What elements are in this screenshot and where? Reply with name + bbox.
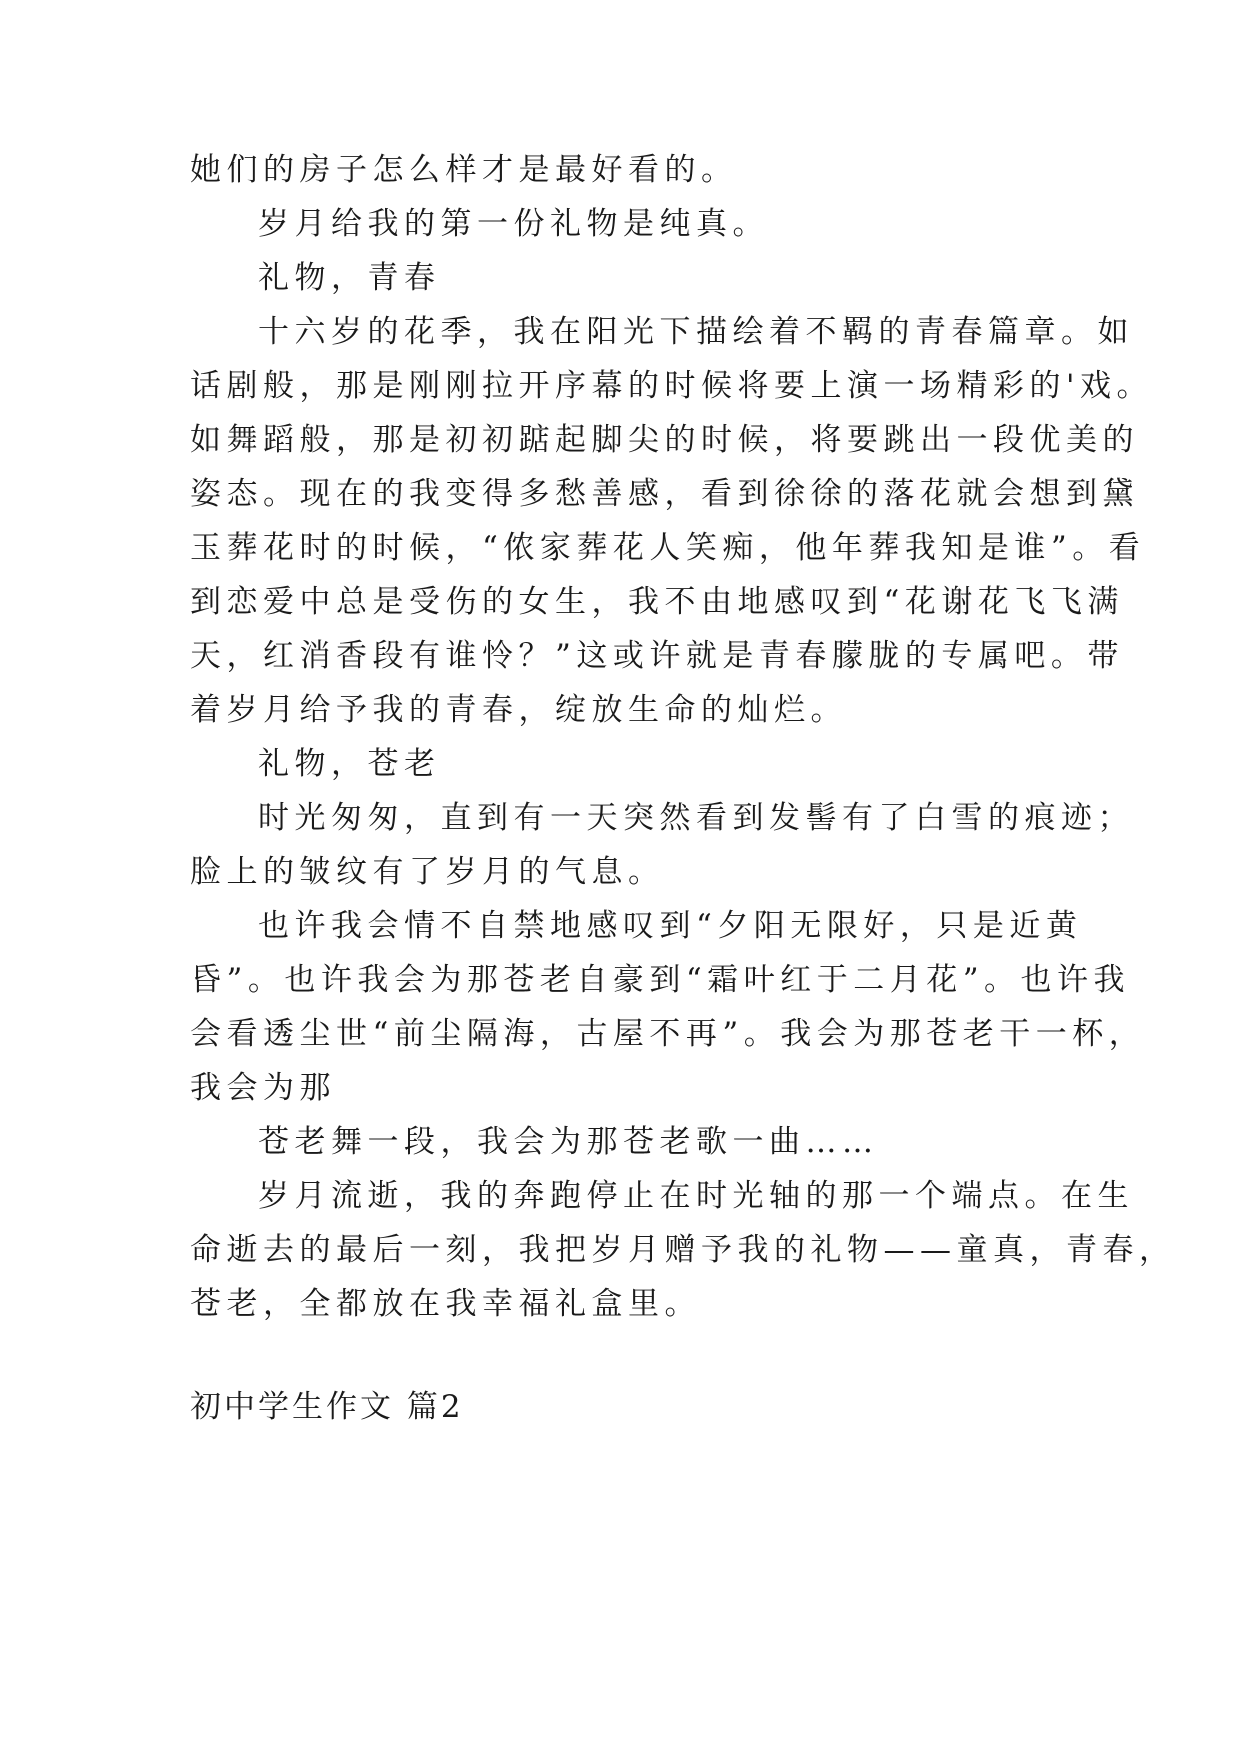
text-line: 时光匆匆，直到有一天突然看到发髻有了白雪的痕迹； bbox=[258, 800, 1134, 836]
text-line: 岁月流逝，我的奔跑停止在时光轴的那一个端点。在生 bbox=[258, 1178, 1134, 1214]
text-line: 命逝去的最后一刻，我把岁月赠予我的礼物——童真，青春， bbox=[190, 1232, 1176, 1268]
text-line: 岁月给我的第一份礼物是纯真。 bbox=[258, 206, 769, 242]
section-heading: 礼物，苍老 bbox=[258, 746, 441, 782]
text-line: 昏”。也许我会为那苍老自豪到“霜叶红于二月花”。也许我 bbox=[190, 962, 1131, 998]
text-line: 十六岁的花季，我在阳光下描绘着不羁的青春篇章。如 bbox=[258, 314, 1134, 350]
section-heading: 礼物，青春 bbox=[258, 260, 441, 296]
text-line: 会看透尘世“前尘隔海，古屋不再”。我会为那苍老干一杯， bbox=[190, 1016, 1146, 1052]
text-line: 姿态。现在的我变得多愁善感，看到徐徐的落花就会想到黛 bbox=[190, 476, 1139, 512]
text-line: 苍老，全都放在我幸福礼盒里。 bbox=[190, 1286, 701, 1322]
text-line: 脸上的皱纹有了岁月的气息。 bbox=[190, 854, 665, 890]
text-line: 玉葬花时的时候，“侬家葬花人笑痴，他年葬我知是谁”。看 bbox=[190, 530, 1146, 566]
text-line: 我会为那 bbox=[190, 1070, 336, 1106]
text-line: 天，红消香段有谁怜？”这或许就是青春朦胧的专属吧。带 bbox=[190, 638, 1124, 674]
article-title: 初中学生作文 篇2 bbox=[190, 1389, 464, 1425]
text-line: 苍老舞一段，我会为那苍老歌一曲…… bbox=[258, 1124, 879, 1160]
text-line: 话剧般，那是刚刚拉开序幕的时候将要上演一场精彩的'戏。 bbox=[190, 368, 1154, 404]
text-line: 她们的房子怎么样才是最好看的。 bbox=[190, 152, 738, 188]
text-line: 如舞蹈般，那是初初踮起脚尖的时候，将要跳出一段优美的 bbox=[190, 422, 1139, 458]
text-line: 到恋爱中总是受伤的女生，我不由地感叹到“花谢花飞飞满 bbox=[190, 584, 1124, 620]
text-line: 也许我会情不自禁地感叹到“夕阳无限好，只是近黄 bbox=[258, 908, 1083, 944]
text-line: 着岁月给予我的青春，绽放生命的灿烂。 bbox=[190, 692, 847, 728]
